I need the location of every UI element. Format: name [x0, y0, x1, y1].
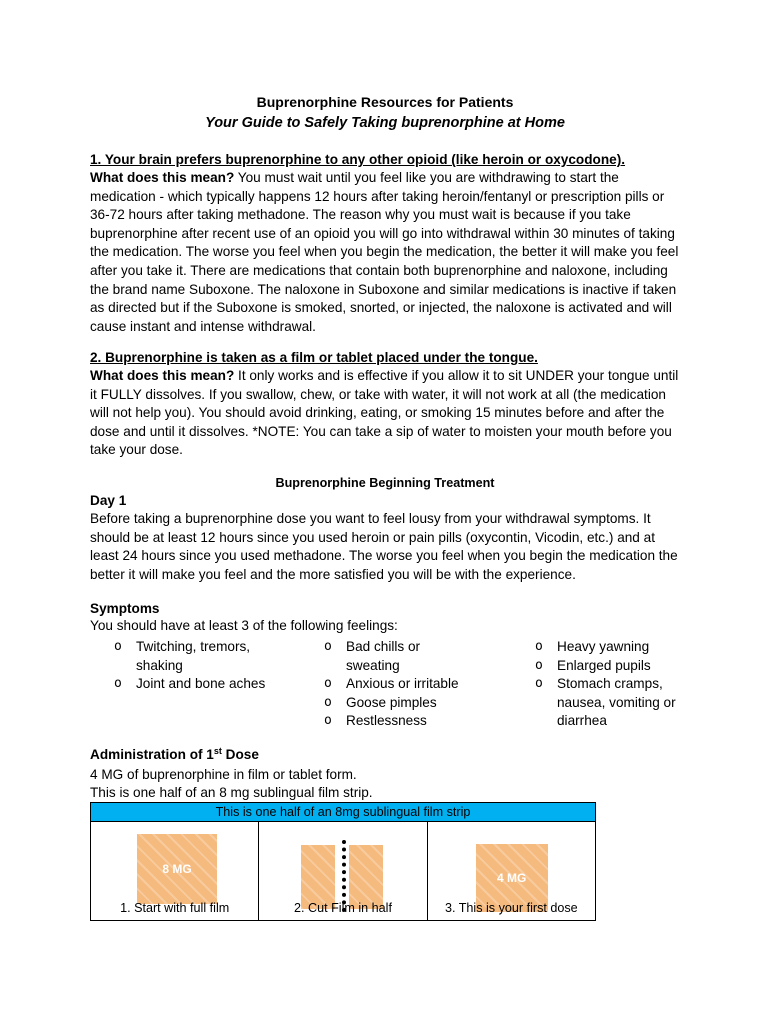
symptoms-heading: Symptoms: [90, 601, 160, 616]
list-item: o Enlarged pupils: [535, 657, 695, 676]
step-1-label: 1. Start with full film: [120, 901, 230, 916]
dose-line-1: 4 MG of buprenorphine in film or tablet form.: [90, 767, 357, 782]
list-item: o Twitching, tremors, shaking: [114, 638, 274, 675]
day1-paragraph: Before taking a buprenorphine dose you want to feel lousy from your withdrawal symptoms. It should be at least 12 hours since you used heroin or pain pills (oxycontin, Vicodin, etc.) and at least 24 hours since you used methadone. The worse you feel when you begin the medication the better it will make you feel and the more satisfied you will be with the experience.: [90, 511, 678, 582]
administration-heading-suffix: Dose: [221, 747, 259, 762]
symptoms-column-2: [324, 638, 474, 731]
list-item: o Bad chills or sweating: [324, 638, 474, 675]
full-film-label: 8 MG: [162, 861, 192, 876]
film-steps-table: [90, 802, 596, 921]
full-film-image: [137, 834, 217, 904]
point1-question: What does this mean?: [90, 170, 235, 185]
administration-heading: [90, 746, 680, 765]
point2-body: It only works and is effective if you allow it to sit UNDER your tongue until it FULLY dissolves. If you swallow, chew, or take with water, it will not work at all (the medication will not help you). You should avoid drinking, eating, or smoking 15 minutes before and after the dose and until it dissolves. *NOTE: You can take a sip of water to moisten your mouth before you take your dose.: [90, 368, 679, 458]
symptoms-column-3: [535, 638, 695, 731]
step-cell-2: [259, 822, 427, 921]
administration-heading-sup: st: [213, 746, 222, 756]
list-item: o Heavy yawning: [535, 638, 695, 657]
treatment-section-title: Buprenorphine Beginning Treatment: [275, 476, 495, 490]
document-title: Buprenorphine Resources for Patients: [256, 94, 514, 110]
step-cell-3: [427, 822, 595, 921]
document-subtitle: Your Guide to Safely Taking buprenorphine at Home: [205, 115, 565, 131]
symptoms-column-1: [114, 638, 274, 694]
point2-question: What does this mean?: [90, 368, 235, 383]
symptoms-intro: You should have at least 3 of the following feelings:: [90, 618, 398, 633]
list-item: o Joint and bone aches: [114, 675, 274, 694]
administration-heading-prefix: Administration of 1: [90, 747, 214, 762]
list-item: o Restlessness: [324, 712, 474, 731]
point2-paragraph: [90, 367, 680, 460]
dose-line-2: This is one half of an 8 mg sublingual film strip.: [90, 785, 373, 800]
list-item: o Stomach cramps, nausea, vomiting or diarrhea: [535, 675, 695, 731]
point1-heading: 1. Your brain prefers buprenorphine to any other opioid (like heroin or oxycodone).: [90, 152, 626, 167]
point2-heading: 2. Buprenorphine is taken as a film or tablet placed under the tongue.: [90, 350, 538, 365]
point1-paragraph: [90, 169, 680, 336]
day-heading: Day 1: [90, 493, 127, 508]
step-cell-1: [91, 822, 259, 921]
list-item: o Anxious or irritable: [324, 675, 474, 694]
list-item: o Goose pimples: [324, 694, 474, 713]
film-table-caption: This is one half of an 8mg sublingual film strip: [91, 803, 596, 822]
point1-body: You must wait until you feel like you are withdrawing to start the medication - which typically happens 12 hours after taking heroin/fentanyl or prescription pills or 36-72 hours after taking methadone. The reason why you must wait is because if you take buprenorphine after recent use of an opioid you will go into withdrawal within 30 minutes of taking the medication. The worse you feel when you begin the medication, the better it will make you feel after you take it. There are medications that contain both buprenorphine and naloxone, including the brand name Suboxone. The naloxone in Suboxone and similar medications is inactive if taken as directed but if the Suboxone is smoked, snorted, or injected, the naloxone is activated and will cause instant and intense withdrawal.: [90, 170, 679, 334]
dose-film-label: 4 MG: [496, 870, 527, 885]
step-3-label: 3. This is your first dose: [444, 901, 578, 916]
step-2-label: 2. Cut Film in half: [294, 901, 392, 916]
